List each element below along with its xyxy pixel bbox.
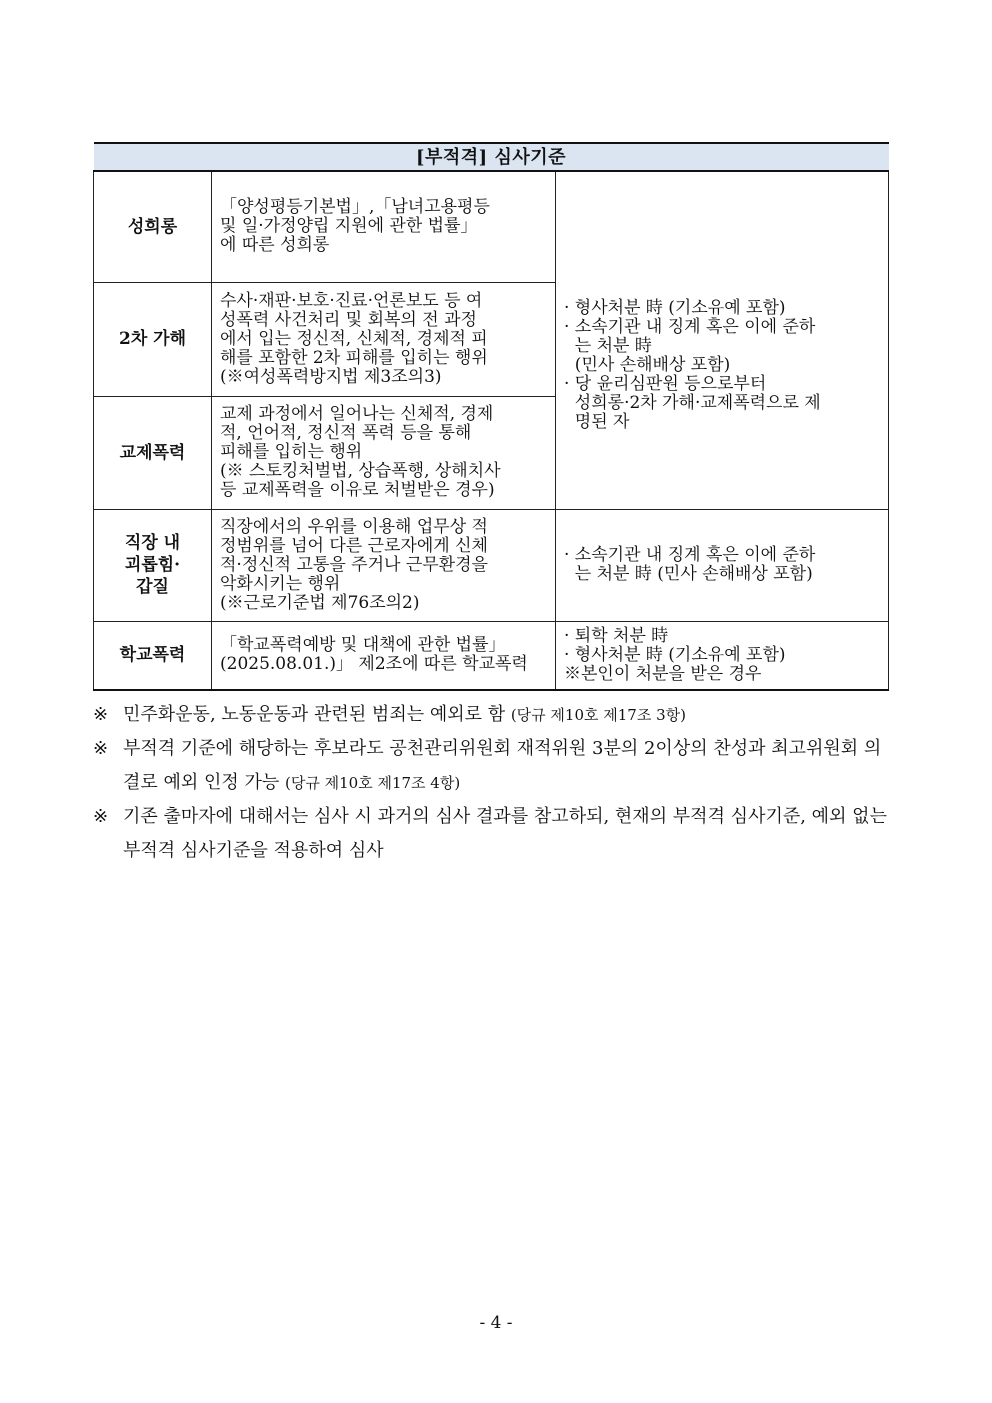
category-label: 2차 가해 <box>118 329 186 349</box>
description-cell <box>212 396 556 509</box>
note-mark: ※ <box>93 704 109 725</box>
description-line: 적·정신적 고통을 주거나 근무환경을 <box>220 554 488 575</box>
disqualification-criteria-table <box>93 142 889 691</box>
penalty-line: · 형사처분 時 (기소유예 포함) <box>564 644 786 665</box>
description-line: 교제 과정에서 일어나는 신체적, 경제 <box>220 404 494 424</box>
description-line: 정범위를 넘어 다른 근로자에게 신체 <box>220 535 488 556</box>
category-label: 학교폭력 <box>119 645 186 666</box>
category-label: 직장 내 <box>124 533 181 553</box>
penalty-line: · 퇴학 처분 時 <box>564 625 669 646</box>
penalty-line: 명된 자 <box>564 411 630 432</box>
note-reference: (당규 제10호 제17조 3항) <box>510 706 686 724</box>
description-line: (※근로기준법 제76조의2) <box>220 592 420 613</box>
table-row <box>94 171 889 282</box>
penalty-cell <box>556 509 889 621</box>
penalty-cell <box>556 621 889 690</box>
note-item <box>93 698 893 732</box>
description-cell <box>212 621 556 690</box>
description-line: 직장에서의 우위를 이용해 업무상 적 <box>220 516 488 537</box>
note-mark: ※ <box>93 806 109 827</box>
description-line: 악화시키는 행위 <box>220 573 341 594</box>
description-cell <box>212 509 556 621</box>
page-number: - 4 - <box>479 1313 513 1333</box>
description-cell <box>212 171 556 282</box>
notes-section <box>93 698 893 868</box>
category-cell <box>94 621 212 690</box>
category-label: 교제폭력 <box>119 442 186 463</box>
note-item <box>93 800 893 868</box>
description-line: (2025.08.01.)」 제2조에 따른 학교폭력 <box>220 654 528 675</box>
penalty-line: 는 처분 時 <box>564 335 652 356</box>
description-line: 「학교폭력예방 및 대책에 관한 법률」 <box>220 635 506 656</box>
category-cell <box>94 396 212 509</box>
note-text: 부적격 기준에 해당하는 후보라도 공천관리위원회 재적위원 3분의 2이상의 찬성과 최고위원회 의결로 예외 인정 가능 <box>123 738 882 793</box>
category-cell <box>94 282 212 396</box>
description-line: 에 따른 성희롱 <box>220 235 330 256</box>
note-item <box>93 732 893 800</box>
category-label: 괴롭힘· <box>124 555 181 575</box>
category-cell <box>94 171 212 282</box>
description-line: 성폭력 사건처리 및 회복의 전 과정 <box>220 309 477 330</box>
description-line: 피해를 입히는 행위 <box>220 442 363 462</box>
penalty-line: · 당 윤리심판원 등으로부터 <box>564 373 767 394</box>
description-line: 및 일·가정양립 지원에 관한 법률」 <box>220 216 478 237</box>
penalty-line: · 소속기관 내 징계 혹은 이에 준하 <box>564 545 816 565</box>
category-cell <box>94 509 212 621</box>
description-line: 「양성평등기본법」,「남녀고용평등 <box>220 197 490 218</box>
note-text: 기존 출마자에 대해서는 심사 시 과거의 심사 결과를 참고하되, 현재의 부적격 심사기준, 예외 없는 부적격 심사기준을 적용하여 심사 <box>123 806 887 861</box>
table-row <box>94 621 889 690</box>
description-line: 수사·재판·보호·진료·언론보도 등 여 <box>220 290 483 311</box>
description-line: 해를 포함한 2차 피해를 입히는 행위 <box>220 347 488 368</box>
description-line: 에서 입는 정신적, 신체적, 경제적 피 <box>220 328 488 349</box>
description-line: (※여성폭력방지법 제3조의3) <box>220 366 442 387</box>
penalty-line: 는 처분 時 (민사 손해배상 포함) <box>564 564 813 584</box>
category-label: 성희롱 <box>127 216 178 237</box>
description-cell <box>212 282 556 396</box>
penalty-line: · 형사처분 時 (기소유예 포함) <box>564 297 786 318</box>
penalty-line: (민사 손해배상 포함) <box>564 354 731 375</box>
penalty-line: · 소속기관 내 징계 혹은 이에 준하 <box>564 316 816 337</box>
penalty-line: ※본인이 처분을 받은 경우 <box>564 663 762 684</box>
table-row <box>94 509 889 621</box>
description-line: (※ 스토킹처벌법, 상습폭행, 상해치사 <box>220 461 501 481</box>
note-text: 민주화운동, 노동운동과 관련된 범죄는 예외로 함 <box>123 704 506 725</box>
penalty-cell <box>556 171 889 509</box>
description-line: 등 교제폭력을 이유로 처벌받은 경우) <box>220 480 495 500</box>
category-label: 갑질 <box>136 577 169 597</box>
note-reference: (당규 제10호 제17조 4항) <box>285 774 461 792</box>
note-mark: ※ <box>93 738 109 759</box>
penalty-line: 성희롱·2차 가해·교제폭력으로 제 <box>564 392 821 413</box>
description-line: 적, 언어적, 정신적 폭력 등을 통해 <box>220 423 472 443</box>
table-title: [부적격] 심사기준 <box>94 143 889 171</box>
